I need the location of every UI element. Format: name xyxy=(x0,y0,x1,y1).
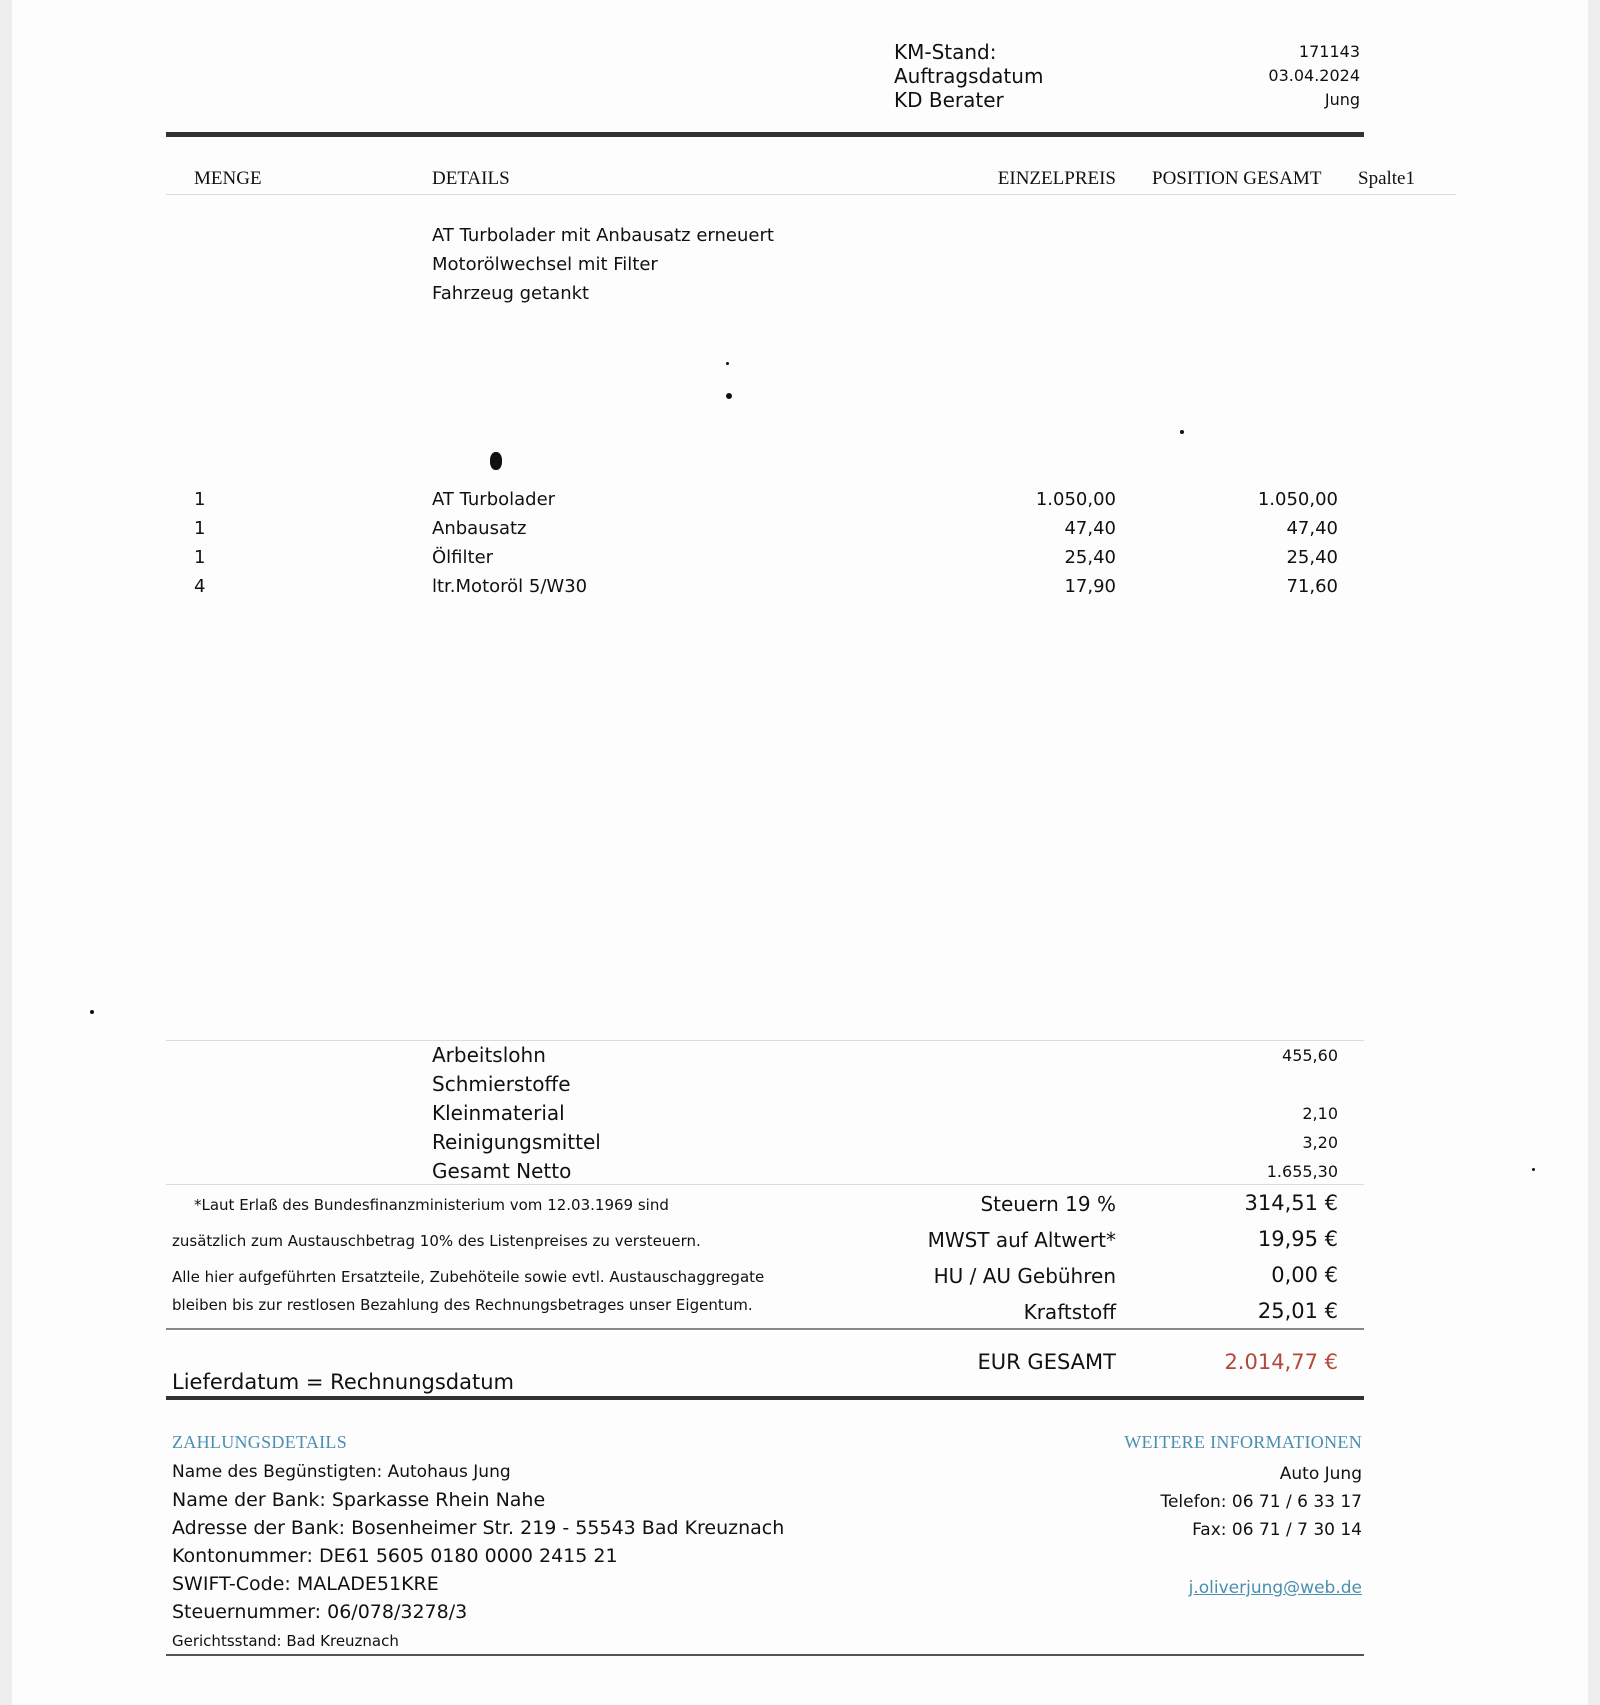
payment-court: Gerichtsstand: Bad Kreuznach xyxy=(172,1632,399,1650)
item-detail: ltr.Motoröl 5/W30 xyxy=(432,576,588,597)
info-caption: WEITERE INFORMATIONEN xyxy=(1124,1432,1362,1452)
item-qty: 1 xyxy=(194,518,206,539)
summary-label: Gesamt Netto xyxy=(432,1159,572,1183)
description-line: Fahrzeug getankt xyxy=(432,283,590,304)
item-detail: Anbausatz xyxy=(432,518,527,539)
total-divider xyxy=(166,1396,1364,1400)
km-stand-label: KM-Stand: xyxy=(894,40,997,64)
summary-label: Arbeitslohn xyxy=(432,1043,546,1067)
column-header-divider xyxy=(166,194,1456,195)
item-total: 71,60 xyxy=(1286,576,1338,597)
payment-beneficiary: Name des Begünstigten: Autohaus Jung xyxy=(172,1462,511,1482)
item-unit-price: 17,90 xyxy=(1064,576,1116,597)
item-qty: 1 xyxy=(194,489,206,510)
tax-label: Kraftstoff xyxy=(1023,1300,1116,1324)
payment-bank: Name der Bank: Sparkasse Rhein Nahe xyxy=(172,1489,546,1511)
summary-value: 2,10 xyxy=(1302,1104,1338,1123)
scan-speck xyxy=(490,452,502,470)
summary-divider xyxy=(166,1040,1364,1041)
scan-speck xyxy=(1532,1168,1535,1171)
header-divider xyxy=(166,132,1364,137)
advisor-value: Jung xyxy=(1324,90,1360,109)
legal-note: bleiben bis zur restlosen Bezahlung des Rechnungsbetrages unser Eigentum. xyxy=(172,1296,753,1314)
item-detail: AT Turbolader xyxy=(432,489,556,510)
info-email-link[interactable]: j.oliverjung@web.de xyxy=(1188,1578,1362,1598)
summary-value: 455,60 xyxy=(1282,1046,1338,1065)
delivery-note: Lieferdatum = Rechnungsdatum xyxy=(172,1370,514,1394)
column-header-position-gesamt: POSITION GESAMT xyxy=(1152,168,1322,189)
legal-note: zusätzlich zum Austauschbetrag 10% des Listenpreises zu versteuern. xyxy=(172,1232,701,1250)
tax-label: MWST auf Altwert* xyxy=(927,1228,1116,1252)
tax-value: 314,51 € xyxy=(1244,1191,1338,1215)
item-qty: 1 xyxy=(194,547,206,568)
column-header-spalte1: Spalte1 xyxy=(1358,168,1415,189)
invoice-page xyxy=(12,0,1588,1705)
info-name: Auto Jung xyxy=(1279,1464,1362,1484)
footer-divider xyxy=(166,1654,1364,1656)
item-unit-price: 47,40 xyxy=(1064,518,1116,539)
payment-address: Adresse der Bank: Bosenheimer Str. 219 - 55543 Bad Kreuznach xyxy=(172,1517,785,1539)
summary-bottom-divider xyxy=(166,1184,1364,1185)
summary-label: Reinigungsmittel xyxy=(432,1130,601,1154)
payment-caption: ZAHLUNGSDETAILS xyxy=(172,1432,348,1452)
scan-speck xyxy=(1180,430,1184,434)
total-value: 2.014,77 € xyxy=(1224,1350,1338,1374)
item-unit-price: 25,40 xyxy=(1064,547,1116,568)
tax-divider xyxy=(166,1328,1364,1330)
order-date-value: 03.04.2024 xyxy=(1268,66,1360,85)
column-header-menge: MENGE xyxy=(194,168,262,189)
tax-value: 25,01 € xyxy=(1257,1299,1338,1323)
description-line: AT Turbolader mit Anbausatz erneuert xyxy=(432,225,774,246)
legal-note: Alle hier aufgeführten Ersatzteile, Zubehöteile sowie evtl. Austauschaggregate xyxy=(172,1268,765,1286)
km-stand-value: 171143 xyxy=(1298,42,1360,61)
tax-value: 19,95 € xyxy=(1257,1227,1338,1251)
tax-value: 0,00 € xyxy=(1271,1263,1338,1287)
tax-label: Steuern 19 % xyxy=(980,1192,1116,1216)
info-phone: Telefon: 06 71 / 6 33 17 xyxy=(1160,1492,1362,1512)
payment-account: Kontonummer: DE61 5605 0180 0000 2415 21 xyxy=(172,1545,618,1567)
summary-label: Schmierstoffe xyxy=(432,1072,571,1096)
description-line: Motorölwechsel mit Filter xyxy=(432,254,658,275)
item-detail: Ölfilter xyxy=(432,547,494,568)
scan-speck xyxy=(90,1010,94,1014)
order-date-label: Auftragsdatum xyxy=(894,64,1044,88)
item-unit-price: 1.050,00 xyxy=(1035,489,1116,510)
column-header-einzelpreis: EINZELPREIS xyxy=(997,168,1116,189)
scan-speck xyxy=(726,362,729,365)
summary-value: 1.655,30 xyxy=(1266,1162,1338,1181)
tax-label: HU / AU Gebühren xyxy=(933,1264,1116,1288)
info-fax: Fax: 06 71 / 7 30 14 xyxy=(1192,1520,1362,1540)
scan-speck xyxy=(726,393,732,399)
column-header-details: DETAILS xyxy=(432,168,510,189)
item-total: 25,40 xyxy=(1286,547,1338,568)
payment-swift: SWIFT-Code: MALADE51KRE xyxy=(172,1573,439,1595)
item-total: 47,40 xyxy=(1286,518,1338,539)
payment-tax-number: Steuernummer: 06/078/3278/3 xyxy=(172,1601,468,1623)
advisor-label: KD Berater xyxy=(894,88,1004,112)
item-qty: 4 xyxy=(194,576,206,597)
legal-note: *Laut Erlaß des Bundesfinanzministerium vom 12.03.1969 sind xyxy=(194,1196,669,1214)
item-total: 1.050,00 xyxy=(1257,489,1338,510)
total-label: EUR GESAMT xyxy=(977,1350,1116,1374)
summary-label: Kleinmaterial xyxy=(432,1101,565,1125)
summary-value: 3,20 xyxy=(1302,1133,1338,1152)
